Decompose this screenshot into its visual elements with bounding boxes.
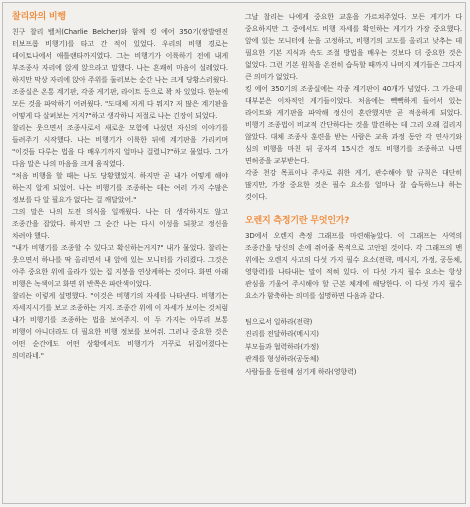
paragraph: "처음 비행을 할 때는 나도 당황했었지. 하지만 곧 내가 어떻게 해야 하는지 알게 되었어. 나는 비행기를 조종하는 데는 여러 가지 수많은 정보를 다 알 필요가 없다는 걸 깨달았어."	[12, 171, 228, 204]
paragraph: 각종 천강 목표이나 주사로 취한 게기, 관수해야 할 규칙은 대단히 많지만, 가장 중요한 것은 필수 요소를 얼마나 잘 습득하느냐 하는 것이다.	[245, 168, 462, 201]
left-column	[12, 11, 228, 362]
paragraph: 3D에서 오렌지 측정 그래프를 마련해놓았다. 이 그래프는 사역의 조종간을 당신의 손에 쥐어줄 목적으로 고안된 것이다. 각 그래프의 맨 위에는 오렌지 사고의 다섯 가지 필수 요소(전략, 메시지, 가정, 공동체, 영향력)를 나타내는 말이 적혀 있다. 이 다섯 가지 필수 요소는 항상 관심을 기울여 주시해야 할 근본 체계에 해당한다. 이 다섯 가지 필수 요소가 함축하는 의미를 설명하면 다음과 같다.	[245, 231, 462, 300]
list-item: 부모들과 협력하라(가정)	[245, 341, 319, 351]
paragraph: 그의 말은 나의 도전 의식을 일깨웠다. 나는 더 생각하지도 않고 조종간을 잡았다. 하지만 그 순간 나는 다시 이성을 되찾고 정신을 차려야 했다.	[12, 207, 228, 240]
essentials-list	[245, 316, 462, 378]
paragraph: 그날 찰리는 나에게 중요한 교훈을 가르쳐주었다. 모든 게기가 다 중요하지만 그 중에서도 비행 자세를 확인하는 게기가 가장 중요했다. 앞에 있는 모니터에 눈을 고정하고, 비행기의 고도를 올리고 낮추는 데 필요한 기본 지식과 속도 조절 방법을 배우는 것보다 더 중요한 것은 없었다. 그런 기본 원칙을 온전히 습득할 때까지 나머지 계기들은 그다지 큰 의미가 없었다.	[245, 12, 462, 81]
paragraph: 찰리는 웃으면서 조종사로서 새로운 모험에 나섰던 자신의 이야기를 들려주기 시작했다. 나는 비행기가 이륙한 뒤에 계기판을 가리키며 "이것들 다루는 법을 다 배우기까지 얼마나 걸렸니?"하고 물었다. 그가 다음 말은 나의 마음을 크게 움직였다.	[12, 123, 228, 168]
list-item: 관계를 형성하라(공동체)	[245, 354, 319, 364]
list-item: 사람들을 동원해 섬기게 하라(영향력)	[245, 366, 357, 376]
paragraph: 찰리는 이렇게 설명했다. "이것은 비행기의 자세를 나타낸다. 비행기는 자세지시기를 보고 조종하는 거지. 조종간 위에 이 자세가 보이는 것처럼 내가 비행기를 조종하는 법을 보여주지. 이 두 가지는 아무리 보통 비행이 아니더라도 더 필요한 비행 정보를 보여줘. 그러나 중요한 것은 어떤 순간에도 어떤 상황에서도 비행기가 거꾸로 뒤집어졌다는 의미라네."	[12, 291, 228, 360]
paragraph: 친구 찰리 벨처(Charlie Belcher)와 함께 킹 에어 350기(쌍발엔진 터보프롭 비행기)를 타고 간 적이 있었다. 우리의 비행 경로는 데이토나에서 애틀랜타까지였다. 그는 비행기가 이륙하기 전에 내게 부조종사 자리에 앉게 앉으라고 말했다. 나는 흔쾌히 마음이 설레었다. 하지만 막상 자리에 앉아 주위를 둘러보는 순간 나는 크게 당황스러웠다. 조종실은 온통 계기판, 각종 게기판, 라이트 등으로 꽉 차 있었다. 한눈에 모든 것을 파악하기 어려웠다. "도대체 저게 다 뭐지? 저 많은 계기판을 어떻게 다 살펴보는 거지?"하고 생각하니 저절로 나는 긴장이 되었다.	[12, 27, 228, 120]
list-item: 진리를 전달하라(메시지)	[245, 329, 319, 339]
paragraph: 킹 에어 350기의 조종실에는 각종 계기판이 40개가 넘었다. 그 가운데 대부분은 이차적인 게기들이었다. 처음에는 빽빽하게 들어서 있는 라이트와 게기판을 파악해 정신이 혼란했지만 곧 적응하게 되었다. 비행기 조종법이 비교적 간단하다는 것을 발견하는 데 그리 오래 걸리지 않았다. 대체 조종사 훈련을 받는 사람은 교육 과정 동안 각 연사기와 심의 비행을 마친 뒤 공자격 15시간 정도 비행기를 조종하고 나면 면허증을 교부받는다.	[245, 84, 462, 165]
section-title-charlie-flight: 찰리와의 비행	[12, 12, 66, 22]
book-page	[2, 2, 466, 504]
list-item: 팀으로서 일하라(전략)	[245, 317, 313, 326]
right-column	[245, 11, 462, 378]
paragraph: "내가 비행기를 조종할 수 있다고 확신하는거지?" 내가 물었다. 찰리는 웃으면서 하나를 딱 올리면서 내 앞에 있는 모니터를 가리켰다. 그것은 아주 중요한 위에 올라가 있는 집 지붕을 연상케하는 것이다. 화면 아래 비행은 녹색이고 화면 위 반쪽은 파란색이었다.	[12, 243, 228, 288]
section-title-orange-measure: 오렌지 측정기란 무엇인가?	[245, 216, 350, 226]
